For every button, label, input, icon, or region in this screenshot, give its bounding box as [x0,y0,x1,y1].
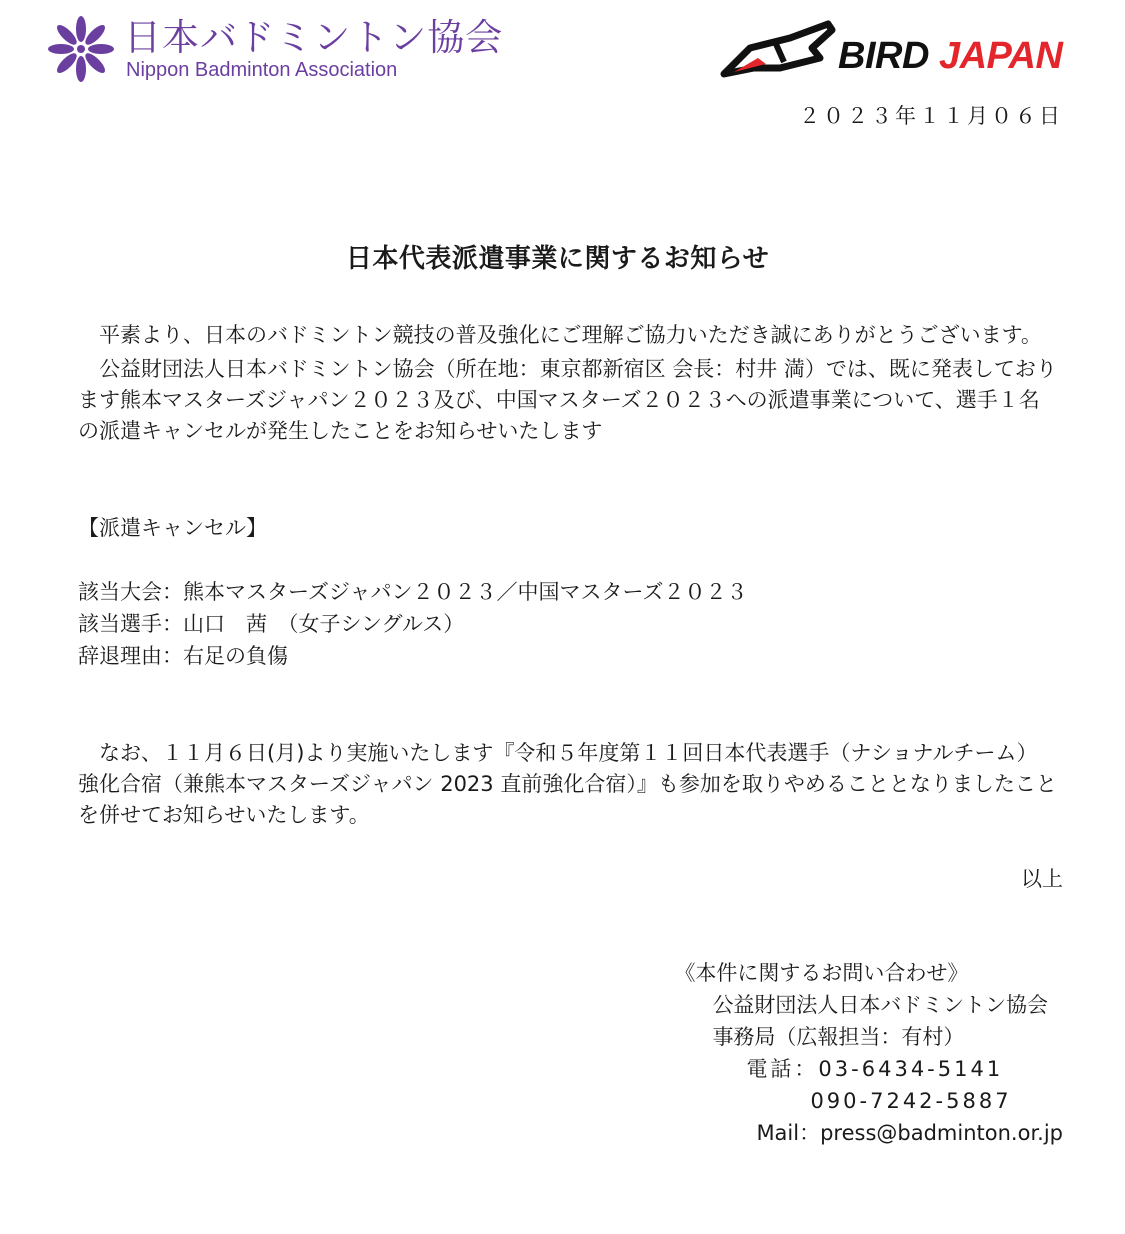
detail-tournament: 該当大会：熊本マスターズジャパン２０２３／中国マスターズ２０２３ [78,580,748,604]
contact-mail[interactable]: Mail：press@badminton.or.jp [756,1121,1063,1145]
brand-bird: BIRD [838,35,929,77]
brand-japan: JAPAN [938,35,1063,77]
contact-heading: 《本件に関するお問い合わせ》 [674,961,969,985]
detail-list [78,577,747,673]
announcement-paragraph: 公益財団法人日本バドミントン協会（所在地：東京都新宿区 会長：村井 満）では、既に発表しております熊本マスターズジャパン２０２３及び、中国マスターズ２０２３への派遣事業について、選手１名の派遣キャンセルが発生したことをお知らせいたします [78,357,1057,443]
document-title: 日本代表派遣事業に関するお知らせ [345,244,770,274]
bird-japan-logo [720,18,1065,80]
contact-phone-mobile: 090-7242-5887 [810,1089,1012,1113]
greeting-paragraph: 平素より、日本のバドミントン競技の普及強化にご理解ご協力いただき誠にありがとうございます。 [99,323,1042,347]
contact-phone: 電話：03-6434-5141 [746,1057,1004,1081]
closing-word: 以上 [1021,867,1063,891]
bird-japan-wordmark [838,34,1062,78]
detail-player: 該当選手：山口 茜 （女子シングルス） [78,612,465,636]
detail-reason: 辞退理由：右足の負傷 [78,644,288,668]
document-date: ２０２３年１１月０６日 [799,104,1063,128]
bird-mark-icon [720,18,838,80]
contact-office: 事務局（広報担当：有村） [712,1025,965,1049]
org-name-en: Nippon Badminton Association [126,59,398,81]
contact-block [674,958,1063,1150]
nba-flower-icon [44,14,118,84]
contact-org: 公益財団法人日本バドミントン協会 [712,993,1049,1017]
camp-notice-paragraph: なお、１１月６日(月)より実施いたします『令和５年度第１１回日本代表選手（ナショナルチーム）強化合宿（兼熊本マスターズジャパン 2023 直前強化合宿）』も参加を取りやめることとなりましたことを併せてお知らせいたします。 [78,741,1057,827]
nba-logo [44,14,504,84]
org-name-jp: 日本バドミントン協会 [124,16,504,59]
section-heading: 【派遣キャンセル】 [78,516,267,540]
